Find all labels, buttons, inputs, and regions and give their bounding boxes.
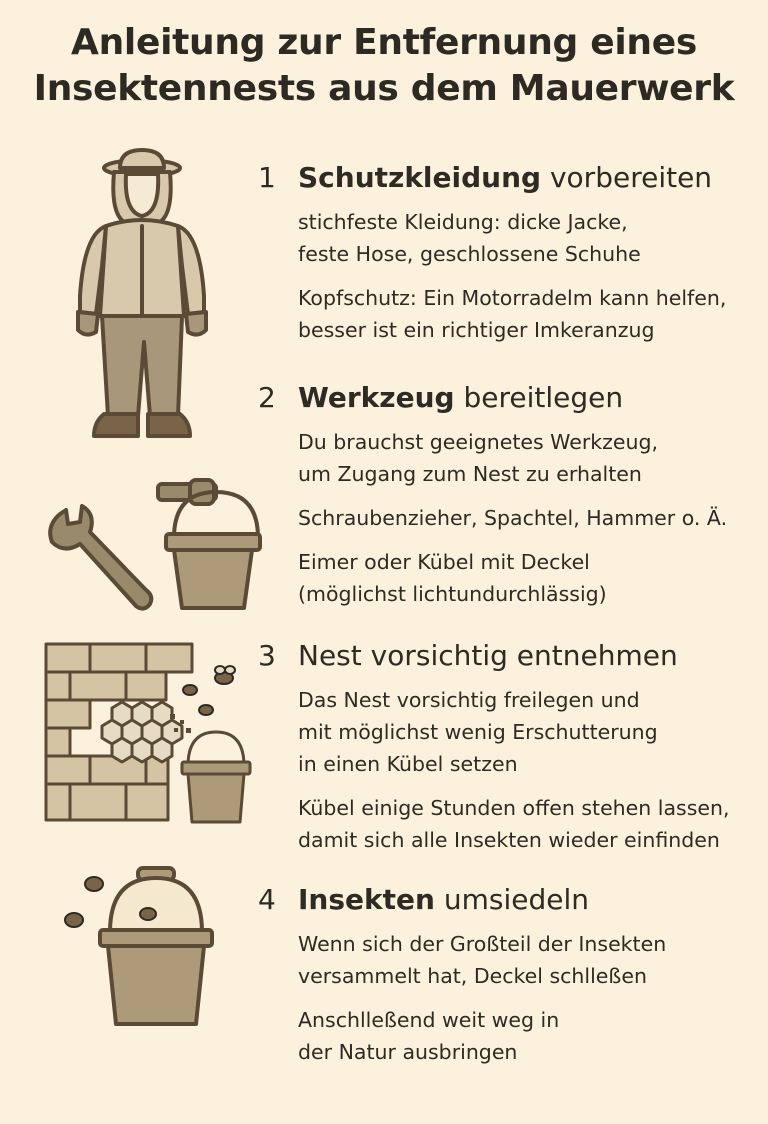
step-1-rest: vorbereiten <box>541 161 713 194</box>
step-1-line: stichfeste Kleidung: dicke Jacke, <box>298 210 628 234</box>
step-3-paragraph-2 <box>298 792 758 856</box>
step-3 <box>258 638 758 868</box>
step-1-paragraph-2 <box>298 282 758 346</box>
step-4-number: 4 <box>258 883 276 916</box>
tools-and-bucket-icon <box>40 478 270 618</box>
step-4 <box>258 882 758 1080</box>
step-3-number: 3 <box>258 639 276 672</box>
bee-icon <box>215 666 235 684</box>
title-line-2: Insektennests aus dem Mauerwerk <box>33 68 735 109</box>
step-1-line: besser ist ein richtiger Imkeranzug <box>298 318 655 342</box>
step-4-line: versammelt hat, Deckel schlleßen <box>298 964 647 988</box>
step-2-line: Eimer oder Kübel mit Deckel <box>298 550 590 574</box>
step-2-heading <box>258 380 758 416</box>
step-4-paragraph-1 <box>298 928 758 992</box>
step-1-number: 1 <box>258 161 276 194</box>
step-3-line: in einen Kübel setzen <box>298 752 518 776</box>
step-2-bold: Werkzeug <box>298 381 455 414</box>
step-2-number: 2 <box>258 381 276 414</box>
step-2-paragraph-3 <box>298 546 758 610</box>
step-4-paragraph-2 <box>298 1004 758 1068</box>
step-3-paragraph-1 <box>298 684 758 780</box>
step-1-line: Kopfschutz: Ein Motorradelm kann helfen, <box>298 286 727 310</box>
step-2-paragraph-2 <box>298 502 758 534</box>
step-1-line: feste Hose, geschlossene Schuhe <box>298 242 641 266</box>
step-2 <box>258 380 758 622</box>
step-2-line: (möglichst lichtundurchlässig) <box>298 582 607 606</box>
step-4-line: Wenn sich der Großteil der Insekten <box>298 932 667 956</box>
step-1-bold: Schutzkleidung <box>298 161 542 194</box>
step-2-line: Schraubenzieher, Spachtel, Hammer o. Ä. <box>298 506 728 530</box>
step-2-paragraph-1 <box>298 426 758 490</box>
step-3-line: mit möglichst wenig Erschutterung <box>298 720 658 744</box>
closed-bucket-icon <box>56 864 226 1030</box>
beekeeper-suit-icon <box>66 146 216 438</box>
step-4-line: Anschlleßend weit weg in <box>298 1008 560 1032</box>
step-3-line: Kübel einige Stunden offen stehen lassen, <box>298 796 730 820</box>
step-1 <box>258 160 758 358</box>
step-4-bold: Insekten <box>298 883 435 916</box>
page-title <box>0 20 768 112</box>
step-2-rest: bereitlegen <box>454 381 624 414</box>
step-3-line: damit sich alle Insekten wieder einfinden <box>298 828 720 852</box>
title-line-1: Anleitung zur Entfernung eines <box>71 22 697 63</box>
step-3-line: Das Nest vorsichtig freilegen und <box>298 688 640 712</box>
step-2-line: Du brauchst geeignetes Werkzeug, <box>298 430 659 454</box>
step-4-heading <box>258 882 758 918</box>
step-1-heading <box>258 160 758 196</box>
step-3-rest: Nest vorsichtig entnehmen <box>298 639 678 672</box>
step-1-paragraph-1 <box>298 206 758 270</box>
step-3-heading <box>258 638 758 674</box>
brick-wall-nest-icon <box>44 642 254 826</box>
step-2-line: um Zugang zum Nest zu erhalten <box>298 462 642 486</box>
step-4-rest: umsiedeln <box>434 883 589 916</box>
step-4-line: der Natur ausbringen <box>298 1040 518 1064</box>
